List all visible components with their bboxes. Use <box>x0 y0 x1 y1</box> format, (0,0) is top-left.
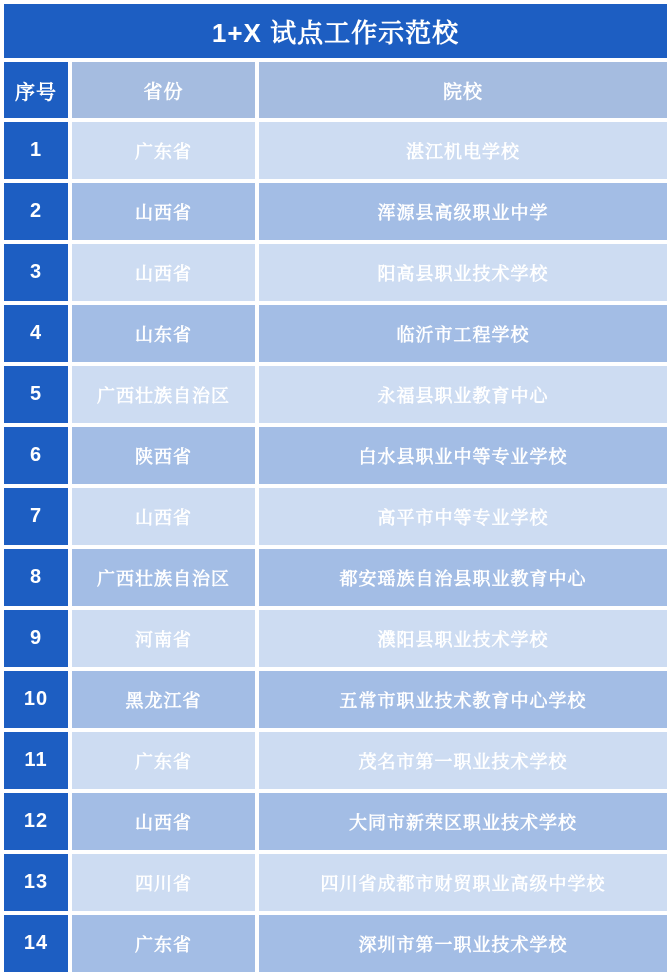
row-index-cell: 1 <box>4 122 68 179</box>
column-header-school: 院校 <box>259 62 667 118</box>
row-province-cell: 山西省 <box>72 183 255 240</box>
row-school-cell: 高平市中等专业学校 <box>259 488 667 545</box>
row-province-cell: 山西省 <box>72 488 255 545</box>
row-index-cell: 4 <box>4 305 68 362</box>
row-school-cell: 浑源县高级职业中学 <box>259 183 667 240</box>
row-index-cell: 9 <box>4 610 68 667</box>
row-province-cell: 山西省 <box>72 793 255 850</box>
column-header-index: 序号 <box>4 62 68 118</box>
schools-table <box>4 62 667 972</box>
row-province-cell: 广东省 <box>72 732 255 789</box>
row-index-cell: 14 <box>4 915 68 972</box>
row-index-cell: 8 <box>4 549 68 606</box>
row-index-cell: 7 <box>4 488 68 545</box>
row-school-cell: 临沂市工程学校 <box>259 305 667 362</box>
row-index-cell: 11 <box>4 732 68 789</box>
column-header-province: 省份 <box>72 62 255 118</box>
row-school-cell: 都安瑶族自治县职业教育中心 <box>259 549 667 606</box>
row-province-cell: 广西壮族自治区 <box>72 366 255 423</box>
table-title <box>4 4 667 58</box>
row-province-cell: 山东省 <box>72 305 255 362</box>
row-school-cell: 永福县职业教育中心 <box>259 366 667 423</box>
row-school-cell: 湛江机电学校 <box>259 122 667 179</box>
table-title-text: 1+X 试点工作示范校 <box>211 17 460 48</box>
row-school-cell: 五常市职业技术教育中心学校 <box>259 671 667 728</box>
row-index-cell: 12 <box>4 793 68 850</box>
row-school-cell: 大同市新荣区职业技术学校 <box>259 793 667 850</box>
row-province-cell: 广东省 <box>72 122 255 179</box>
row-index-cell: 5 <box>4 366 68 423</box>
row-index-cell: 6 <box>4 427 68 484</box>
row-school-cell: 茂名市第一职业技术学校 <box>259 732 667 789</box>
row-province-cell: 山西省 <box>72 244 255 301</box>
row-school-cell: 白水县职业中等专业学校 <box>259 427 667 484</box>
row-province-cell: 广西壮族自治区 <box>72 549 255 606</box>
row-school-cell: 深圳市第一职业技术学校 <box>259 915 667 972</box>
row-province-cell: 广东省 <box>72 915 255 972</box>
row-province-cell: 四川省 <box>72 854 255 911</box>
row-index-cell: 2 <box>4 183 68 240</box>
row-index-cell: 13 <box>4 854 68 911</box>
row-province-cell: 河南省 <box>72 610 255 667</box>
row-school-cell: 四川省成都市财贸职业高级中学校 <box>259 854 667 911</box>
row-index-cell: 3 <box>4 244 68 301</box>
row-school-cell: 阳高县职业技术学校 <box>259 244 667 301</box>
row-province-cell: 黑龙江省 <box>72 671 255 728</box>
row-index-cell: 10 <box>4 671 68 728</box>
row-school-cell: 濮阳县职业技术学校 <box>259 610 667 667</box>
row-province-cell: 陕西省 <box>72 427 255 484</box>
